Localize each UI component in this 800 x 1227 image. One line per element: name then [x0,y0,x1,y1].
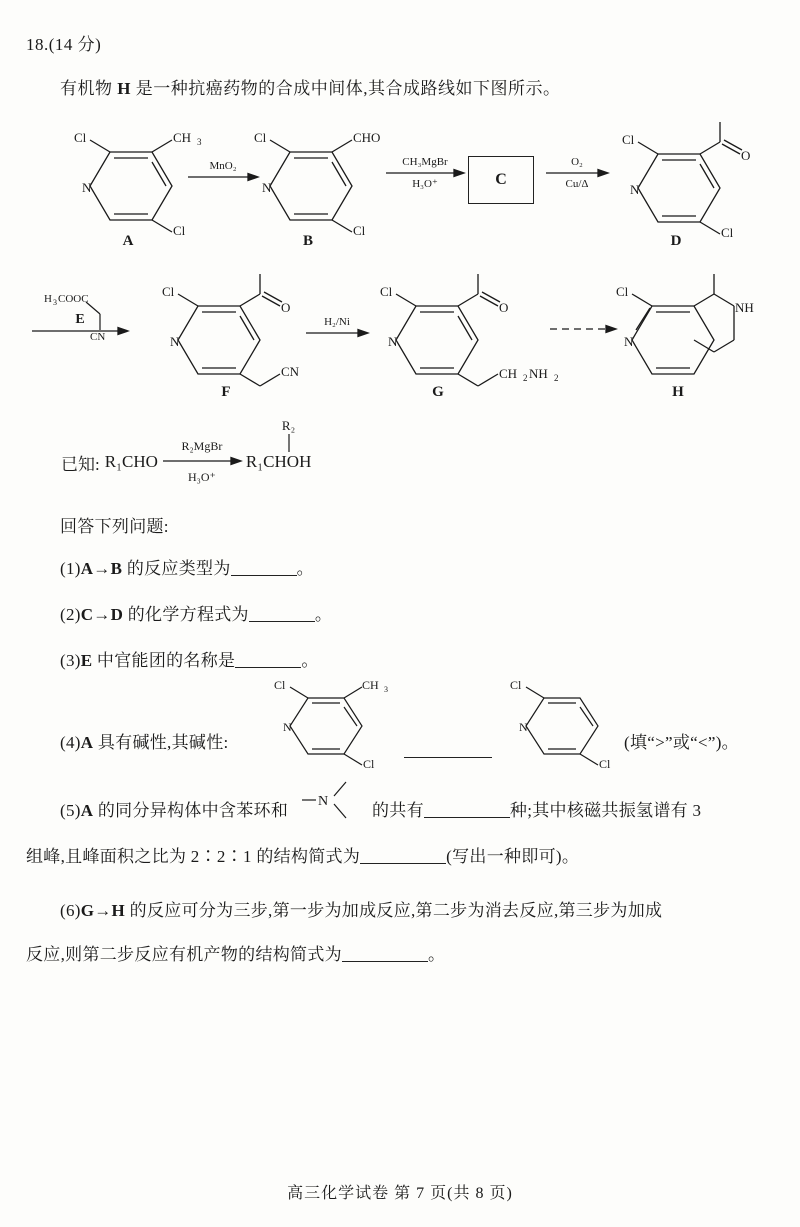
question-6-cont: 反应,则第二步反应有机产物的结构简式为 。 [26,945,446,964]
question-5-tail: 的共有 种;其中核磁共振氢谱有 3 [372,801,702,820]
svg-text:NH: NH [529,366,548,381]
svg-text:CN: CN [281,364,300,379]
question-score: (14 分) [48,35,102,54]
svg-text:CH: CH [362,678,379,692]
svg-text:CN: CN [90,331,106,343]
svg-text:2: 2 [523,373,528,383]
arrow-c-to-d [546,156,608,190]
q4-structure-right [494,676,634,771]
svg-text:Cl: Cl [274,678,286,692]
answer-blank-5b[interactable] [360,848,446,864]
label-F: F [221,384,231,400]
svg-text:N: N [318,794,329,809]
svg-text:N: N [624,334,634,349]
svg-text:Cl: Cl [721,225,734,240]
svg-text:O: O [281,300,291,315]
label-B: B [302,233,313,249]
question-number [26,30,101,55]
answer-blank-1[interactable] [231,560,297,576]
known-right: R₁CHOH [245,452,312,471]
box-C [468,156,534,204]
svg-text:N: N [262,180,272,195]
label-G: G [432,384,444,400]
answer-blank-2[interactable] [249,606,315,622]
arrow-f-to-g-above: H₂/Ni [324,316,350,328]
svg-text:CH: CH [499,366,518,381]
molecule-H [600,272,780,392]
svg-text:Cl: Cl [74,130,87,145]
arrow-a-to-b-above: MnO₂ [209,160,237,172]
answer-blank-3[interactable] [235,652,301,668]
known-left: R₁CHO [104,452,158,471]
label-D: D [670,233,682,249]
svg-text:2: 2 [554,373,559,383]
svg-text:3: 3 [384,685,388,694]
known-below: H₃O⁺ [187,470,216,484]
svg-text:NH: NH [735,300,754,315]
svg-text:Cl: Cl [353,223,366,238]
scheme-row-1 [0,118,800,248]
svg-text:N: N [630,182,640,197]
questions-lead: 回答下列问题: [60,517,169,536]
molecule-F [140,272,320,392]
svg-text:O: O [499,300,509,315]
answer-blank-4[interactable] [404,742,492,758]
molecule-D [600,124,760,240]
svg-text:N: N [283,720,292,734]
svg-text:Cl: Cl [173,223,186,238]
known-above: R₂MgBr [181,439,223,453]
label-H: H [672,384,684,400]
arrow-e-label: E [75,312,85,327]
question-1: (1)A→B 的反应类型为 。 [60,559,314,578]
question-4: (4)A 具有碱性,其碱性: [60,733,229,752]
question-2: (2)C→D 的化学方程式为 。 [60,605,333,624]
svg-text:N: N [388,334,398,349]
svg-text:O: O [741,148,751,163]
arrow-b-to-c [386,156,464,190]
question-number-text: 18. [26,35,49,54]
scheme-row-2 [0,272,800,402]
svg-text:Cl: Cl [616,284,629,299]
svg-text:Cl: Cl [162,284,175,299]
question-6: (6)G→H 的反应可分为三步,第一步为加成反应,第二步为消去反应,第三步为加成 [60,901,663,920]
box-C-label: C [495,171,507,188]
answer-blank-6[interactable] [342,946,428,962]
arrow-c-to-d-below: Cu/Δ [565,178,589,190]
svg-text:Cl: Cl [380,284,393,299]
q4-structure-left [258,676,398,771]
arrow-e-to-f [32,314,128,336]
svg-text:Cl: Cl [599,757,611,771]
question-5: (5)A 的同分异构体中含苯环和 [60,801,289,820]
svg-text:Cl: Cl [622,132,635,147]
svg-text:N: N [82,180,92,195]
svg-text:N: N [170,334,180,349]
molecule-G [358,272,568,392]
question-5-cont: 组峰,且峰面积之比为 2∶2∶1 的结构简式为 (写出一种即可)。 [26,847,580,866]
question-3: (3)E 中官能团的名称是 。 [60,651,319,670]
svg-text:H: H [44,293,52,305]
intro-bold-H: H [117,79,131,98]
svg-text:3: 3 [197,137,202,147]
question-intro: 有机物 H 是一种抗癌药物的合成中间体,其合成路线如下图所示。 [60,79,561,98]
svg-text:Cl: Cl [363,757,375,771]
svg-text:COOC: COOC [58,293,89,305]
svg-text:Cl: Cl [510,678,522,692]
svg-text:Cl: Cl [254,130,267,145]
known-right-top: R₂ [281,418,296,433]
molecule-A [52,130,202,238]
arrow-b-to-c-above: CH₃MgBr [402,156,448,168]
svg-text:3: 3 [53,298,57,307]
known-prefix: 已知: [61,454,100,474]
molecule-B [232,130,382,238]
q5-amine-fragment [300,774,364,822]
arrow-c-to-d-above: O₂ [571,156,583,168]
page-footer: 高三化学试卷 第 7 页(共 8 页) [287,1185,513,1202]
svg-text:CH: CH [173,130,192,145]
svg-text:N: N [519,720,528,734]
answer-blank-5[interactable] [424,802,510,818]
label-A: A [122,233,134,249]
svg-text:CHO: CHO [353,130,381,145]
arrow-b-to-c-below: H₃O⁺ [412,178,438,190]
question-4-tail: (填“>”或“<”)。 [624,733,739,752]
known-condition [60,418,312,484]
